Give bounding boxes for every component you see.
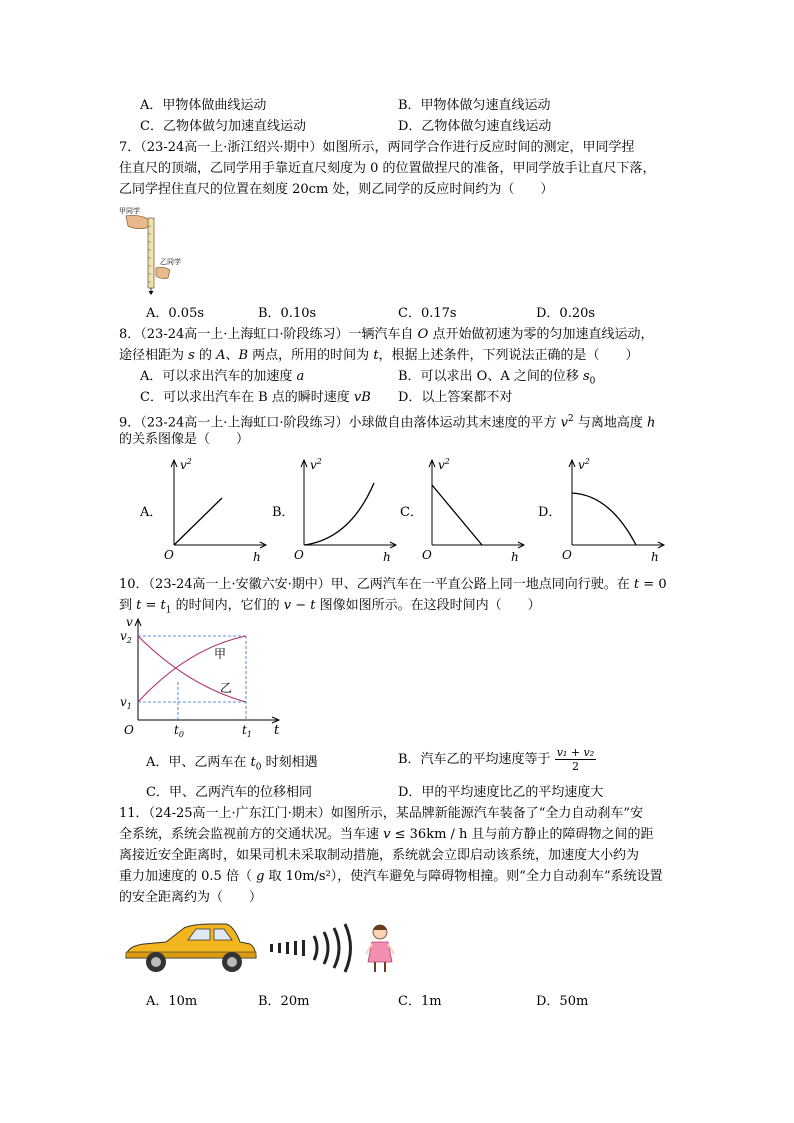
q8-stem-line-2: 途径相距为 s 的 A、B 两点，所用的时间为 t，根据上述条件，下列说法正确的是（ ） [119,348,639,363]
q11-car-figure [122,918,402,980]
q9-graph-a [160,455,270,565]
q10-stem-line-1: 10．（23-24高一上·安徽六安·期中）甲、乙两汽车在一平直公路上同一地点同向行驶。在 t = 0 [119,577,667,592]
q8-option-d: D．以上答案都不对 [398,390,513,405]
q9-b-origin: O [294,548,304,562]
q9-graph-label-c: C． [400,505,423,520]
q8-option-c: C．可以求出汽车在 B 点的瞬时速度 vB [140,390,371,405]
girl-obstacle-icon [366,925,394,972]
q10-label-t0: $t_0$ [174,723,184,739]
q9-d-origin: O [562,548,572,562]
q7-option-a: A．0.05s [146,306,205,321]
q7-stem-line-2: 住直尺的顶端，乙同学用手靠近直尺刻度为 0 的位置做捏尺的准备，甲同学放手让直尺下落， [119,161,656,176]
q8-stem-line-1: 8．（23-24高一上·上海虹口·阶段练习）一辆汽车自 O 点开始做初速为零的匀加速直线运动， [119,327,654,342]
q7-stem-line-3: 乙同学捏住直尺的位置在刻度 20cm 处，则乙同学的反应时间约为（ ） [119,182,554,197]
q9-graph-b [290,455,400,565]
q6-option-b: B．甲物体做匀速直线运动 [398,98,551,113]
q10-option-b-fraction: $\frac{\text{v₁ + v₂}}{2}$ [556,746,595,773]
q10-option-b: B．汽车乙的平均速度等于 $\frac{\text{v₁ + v₂}}{2}$ [398,746,595,773]
q9-graph-label-b: B． [272,505,295,520]
q9-c-axis-x: h [511,550,519,564]
q10-option-c: C．甲、乙两汽车的位移相同 [146,785,312,800]
q6-option-a: A．甲物体做曲线运动 [140,98,267,113]
q9-d-axis-y: $v^2$ [578,457,590,472]
q9-b-curve [304,483,374,545]
q10-vt-graph [118,614,288,740]
q9-graph-label-a: A． [140,505,163,520]
q11-stem-line-5: 的安全距离约为（ ） [119,890,263,905]
q7-option-c: C．0.17s [398,306,457,321]
q9-a-axis-x: h [253,550,261,564]
q7-label-jia: 甲同学 [119,207,140,215]
q9-b-axis-y: $v^2$ [310,457,322,472]
q7-ruler-figure [118,204,188,296]
q9-graph-c [418,455,528,565]
q9-a-origin: O [164,548,174,562]
q10-axis-t: t [274,723,280,738]
q10-label-v1: $v_1$ [120,695,132,711]
q9-d-axis-x: h [651,550,659,564]
q9-c-curve [432,485,482,545]
q11-stem-line-1: 11．（24-25高一上·广东江门·期末）如图所示，某品牌新能源汽车装备了“全力自动刹车”安 [119,806,644,821]
q9-d-curve [572,493,636,545]
q9-graph-d [558,455,668,565]
q11-option-c: C．1m [398,994,442,1009]
q9-stem-line-2: 的关系图像是（ ） [119,432,250,447]
q7-option-d: D．0.20s [536,306,596,321]
q7-label-yi: 乙同学 [160,258,181,266]
q10-stem-line-2: 到 $t = t_1$ 的时间内，它们的 v − t 图像如图所示。在这段时间内（ ） [119,598,541,616]
q10-origin: O [124,723,134,737]
q9-c-axis-y: $v^2$ [438,457,450,472]
q10-option-a: A．甲、乙两车在 $t_0$ 时刻相遇 [146,755,318,773]
q11-stem-line-3: 离接近安全距离时，如果司机未采取制动措施，系统就会立即启动该系统，加速度大小约为 [119,848,640,863]
q10-axis-v: v [126,615,133,629]
q9-b-axis-x: h [383,550,391,564]
q6-option-d: D．乙物体做匀速直线运动 [398,119,552,134]
q11-option-d: D．50m [536,994,589,1009]
q8-option-a: A．可以求出汽车的加速度 a [140,369,305,384]
q10-option-d: D．甲的平均速度比乙的平均速度大 [398,785,604,800]
q7-option-b: B．0.10s [258,306,317,321]
q6-option-c: C．乙物体做匀加速直线运动 [140,119,306,134]
q11-stem-line-4: 重力加速度的 0.5 倍（ g 取 10m/s²），使汽车避免与障碍物相撞。则“全力自动刹车”系统设置 [119,869,663,884]
q9-graph-label-d: D． [538,505,562,520]
q9-a-curve [174,498,222,545]
q10-label-v2: $v_2$ [120,629,132,645]
q9-stem-line-1: 9．（23-24高一上·上海虹口·阶段练习）小球做自由落体运动其末速度的平方 $v^2$ 与离地高度 h [119,414,656,431]
q9-c-origin: O [422,548,432,562]
q10-label-yi: 乙 [220,681,233,695]
q10-label-jia: 甲 [214,647,227,661]
q11-signal-waves [270,940,305,956]
q7-stem-line-1: 7．（23-24高一上·浙江绍兴·期中）如图所示，两同学合作进行反应时间的测定，甲同学捏 [119,140,635,155]
q10-label-t1: $t_1$ [242,723,252,739]
q11-option-b: B．20m [258,994,310,1009]
q11-option-a: A．10m [146,994,198,1009]
q9-a-axis-y: $v^2$ [180,457,192,472]
q8-option-b: B．可以求出 O、A 之间的位移 $s_0$ [398,369,596,387]
q11-stem-line-2: 全系统，系统会监视前方的交通状况。当车速 v ≤ 36km / h 且与前方静止的障碍物之间的距 [119,827,654,842]
